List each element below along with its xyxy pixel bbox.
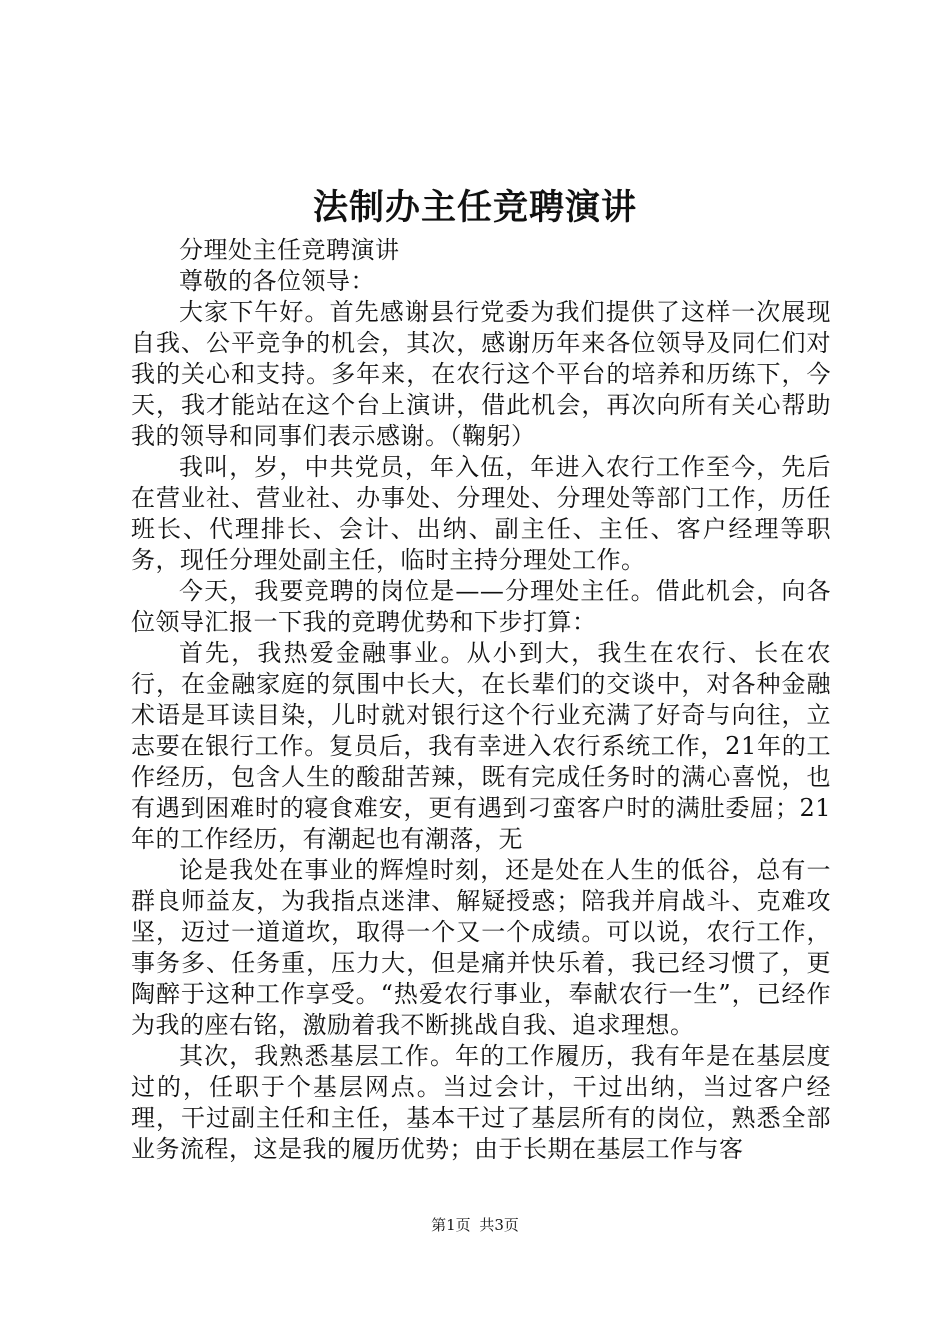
paragraph-salutation: 尊敬的各位领导： xyxy=(179,267,375,295)
page-number: 第1页 xyxy=(431,1216,471,1234)
page-footer xyxy=(0,1215,950,1235)
paragraph-subtitle: 分理处主任竞聘演讲 xyxy=(179,236,400,264)
paragraph-greeting: 大家下午好。首先感谢县行党委为我们提供了这样一次展现自我、公平竞争的机会，其次，感谢历年来各位领导及同仁们对我的关心和支持。多年来，在农行这个平台的培养和历练下，今天，我才能站在这个台上演讲，借此机会，再次向所有关心帮助我的领导和同事们表示感谢。（鞠躬） xyxy=(131,298,831,450)
paragraph-first-advantage: 首先，我热爱金融事业。从小到大，我生在农行、长在农行，在金融家庭的氛围中长大，在长辈们的交谈中，对各种金融术语是耳读目染，儿时就对银行这个行业充满了好奇与向往，立志要在银行工作。复员后，我有幸进入农行系统工作，21年的工作经历，包含人生的酸甜苦辣，既有完成任务时的满心喜悦，也有遇到困难时的寝食难安，更有遇到刁蛮客户时的满肚委屈；21年的工作经历，有潮起也有潮落，无 xyxy=(131,639,831,853)
document-body xyxy=(131,235,831,1165)
page-total: 共3页 xyxy=(479,1216,519,1234)
paragraph-continuation: 论是我处在事业的辉煌时刻，还是处在人生的低谷，总有一群良师益友，为我指点迷津、解疑授惑；陪我并肩战斗、克难攻坚，迈过一道道坎，取得一个又一个成绩。可以说，农行工作，事务多、任务重，压力大，但是痛并快乐着，我已经习惯了，更陶醉于这种工作享受。“热爱农行事业，奉献农行一生”，已经作为我的座右铭，激励着我不断挑战自我、追求理想。 xyxy=(131,856,831,1039)
paragraph-introduction: 我叫，岁，中共党员，年入伍，年进入农行工作至今，先后在营业社、营业社、办事处、分理处、分理处等部门工作，历任班长、代理排长、会计、出纳、副主任、主任、客户经理等职务，现任分理处副主任，临时主持分理处工作。 xyxy=(131,453,831,574)
paragraph-second-advantage: 其次，我熟悉基层工作。年的工作履历，我有年是在基层度过的，任职于个基层网点。当过会计，干过出纳，当过客户经理，干过副主任和主任，基本干过了基层所有的岗位，熟悉全部业务流程，这是我的履历优势；由于长期在基层工作与客 xyxy=(131,1042,831,1163)
paragraph-position: 今天，我要竞聘的岗位是——分理处主任。借此机会，向各位领导汇报一下我的竞聘优势和下步打算： xyxy=(131,577,831,636)
document-title: 法制办主任竞聘演讲 xyxy=(312,187,637,228)
